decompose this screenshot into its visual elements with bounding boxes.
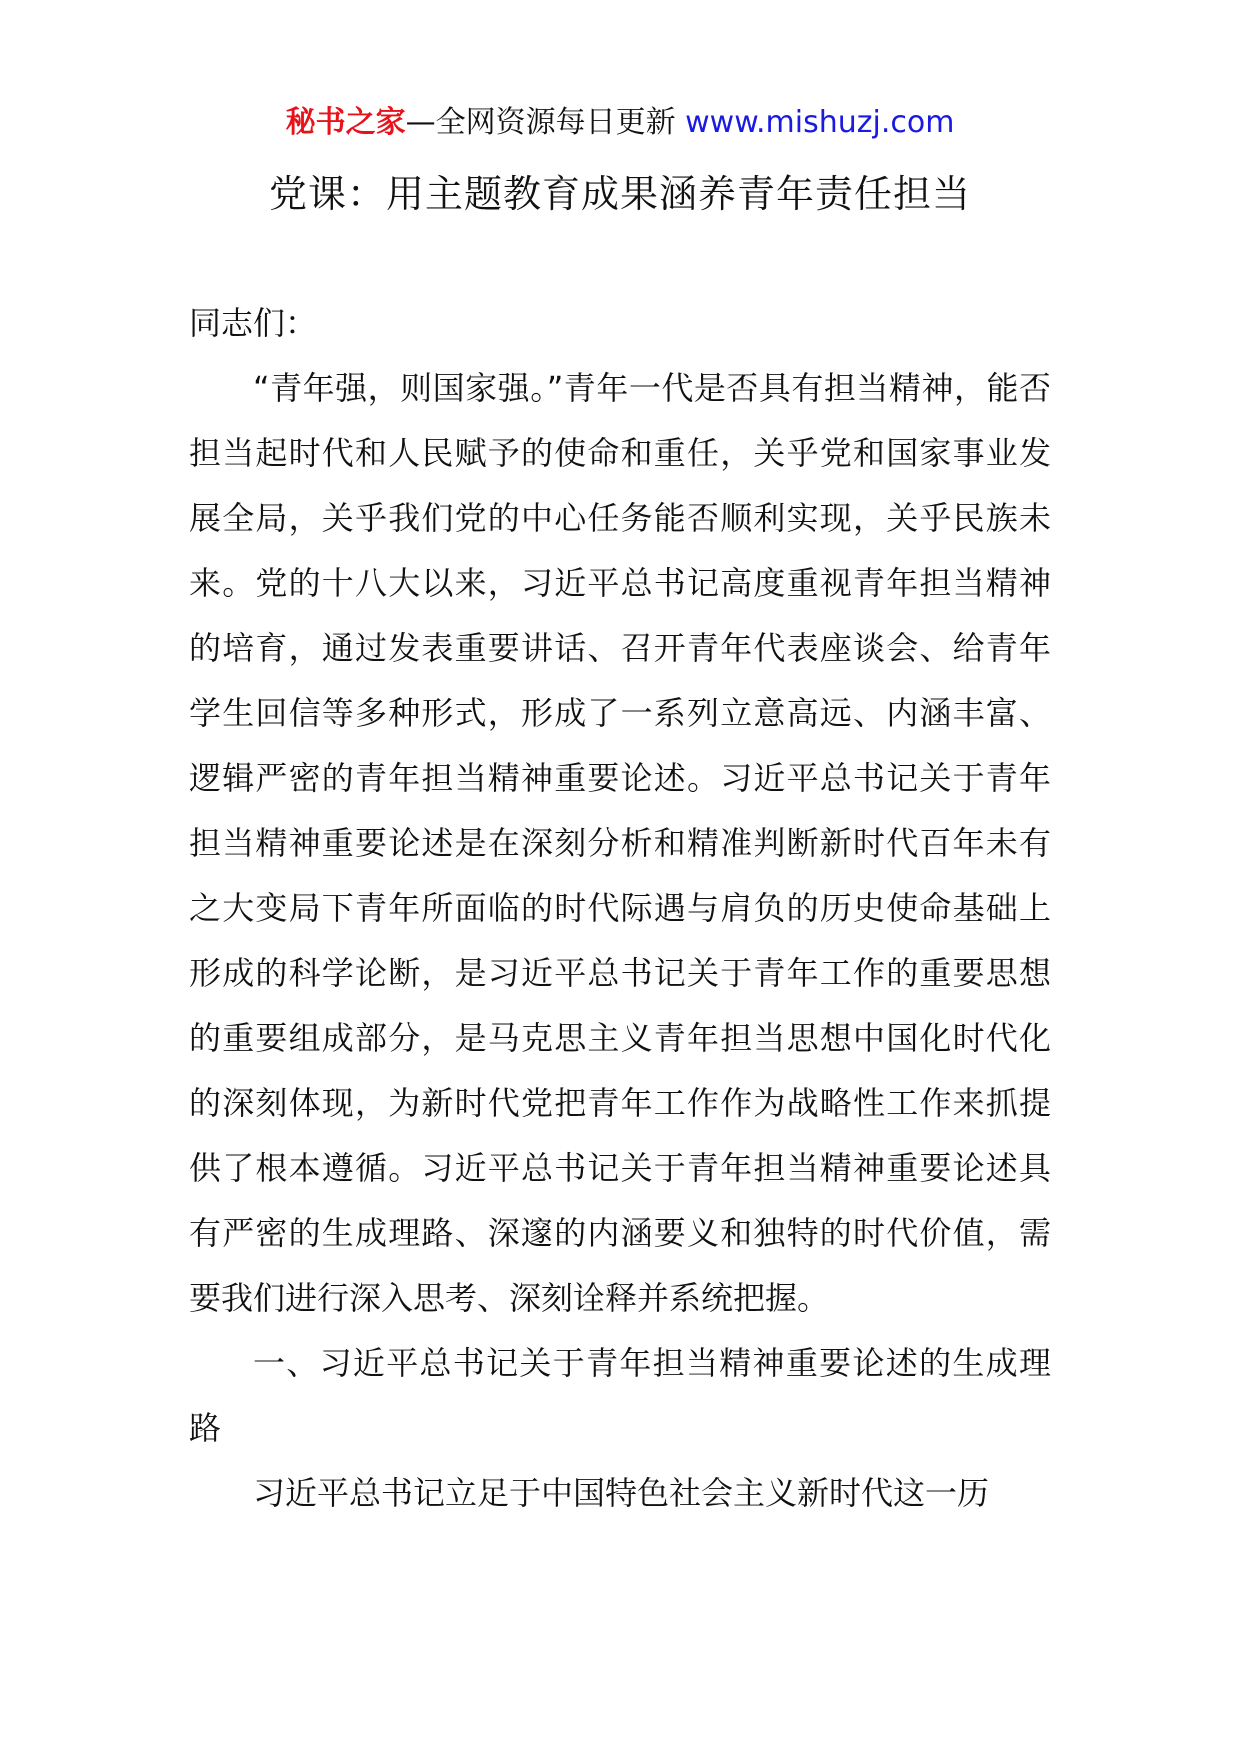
salutation: 同志们： — [189, 304, 318, 342]
brand-name: 秘书之家 — [285, 105, 406, 140]
body-paragraph: 习近平总书记立足于中国特色社会主义新时代这一历 — [253, 1474, 990, 1512]
document-title: 党课：用主题教育成果涵养青年责任担当 — [268, 172, 971, 216]
site-url-link[interactable]: www.mishuzj.com — [685, 105, 955, 140]
header-tagline: —全网资源每日更新 — [405, 105, 676, 140]
site-header — [0, 103, 1240, 143]
section-heading: 一、习近平总书记关于青年担当精神重要论述的生成理路 — [189, 1344, 1051, 1447]
document-body — [189, 291, 1051, 1526]
body-paragraph: “青年强，则国家强。”青年一代是否具有担当精神，能否担当起时代和人民赋予的使命和重任，关乎党和国家事业发展全局，关乎我们党的中心任务能否顺利实现，关乎民族未来。党的十八大以来，习近平总书记高度重视青年担当精神的培育，通过发表重要讲话、召开青年代表座谈会、给青年学生回信等多种形式，形成了一系列立意高远、内涵丰富、逻辑严密的青年担当精神重要论述。习近平总书记关于青年担当精神重要论述是在深刻分析和精准判断新时代百年未有之大变局下青年所面临的时代际遇与肩负的历史使命基础上形成的科学论断，是习近平总书记关于青年工作的重要思想的重要组成部分，是马克思主义青年担当思想中国化时代化的深刻体现，为新时代党把青年工作作为战略性工作来抓提供了根本遵循。习近平总书记关于青年担当精神重要论述具有严密的生成理路、深邃的内涵要义和独特的时代价值，需要我们进行深入思考、深刻诠释并系统把握。 — [189, 369, 1051, 1317]
